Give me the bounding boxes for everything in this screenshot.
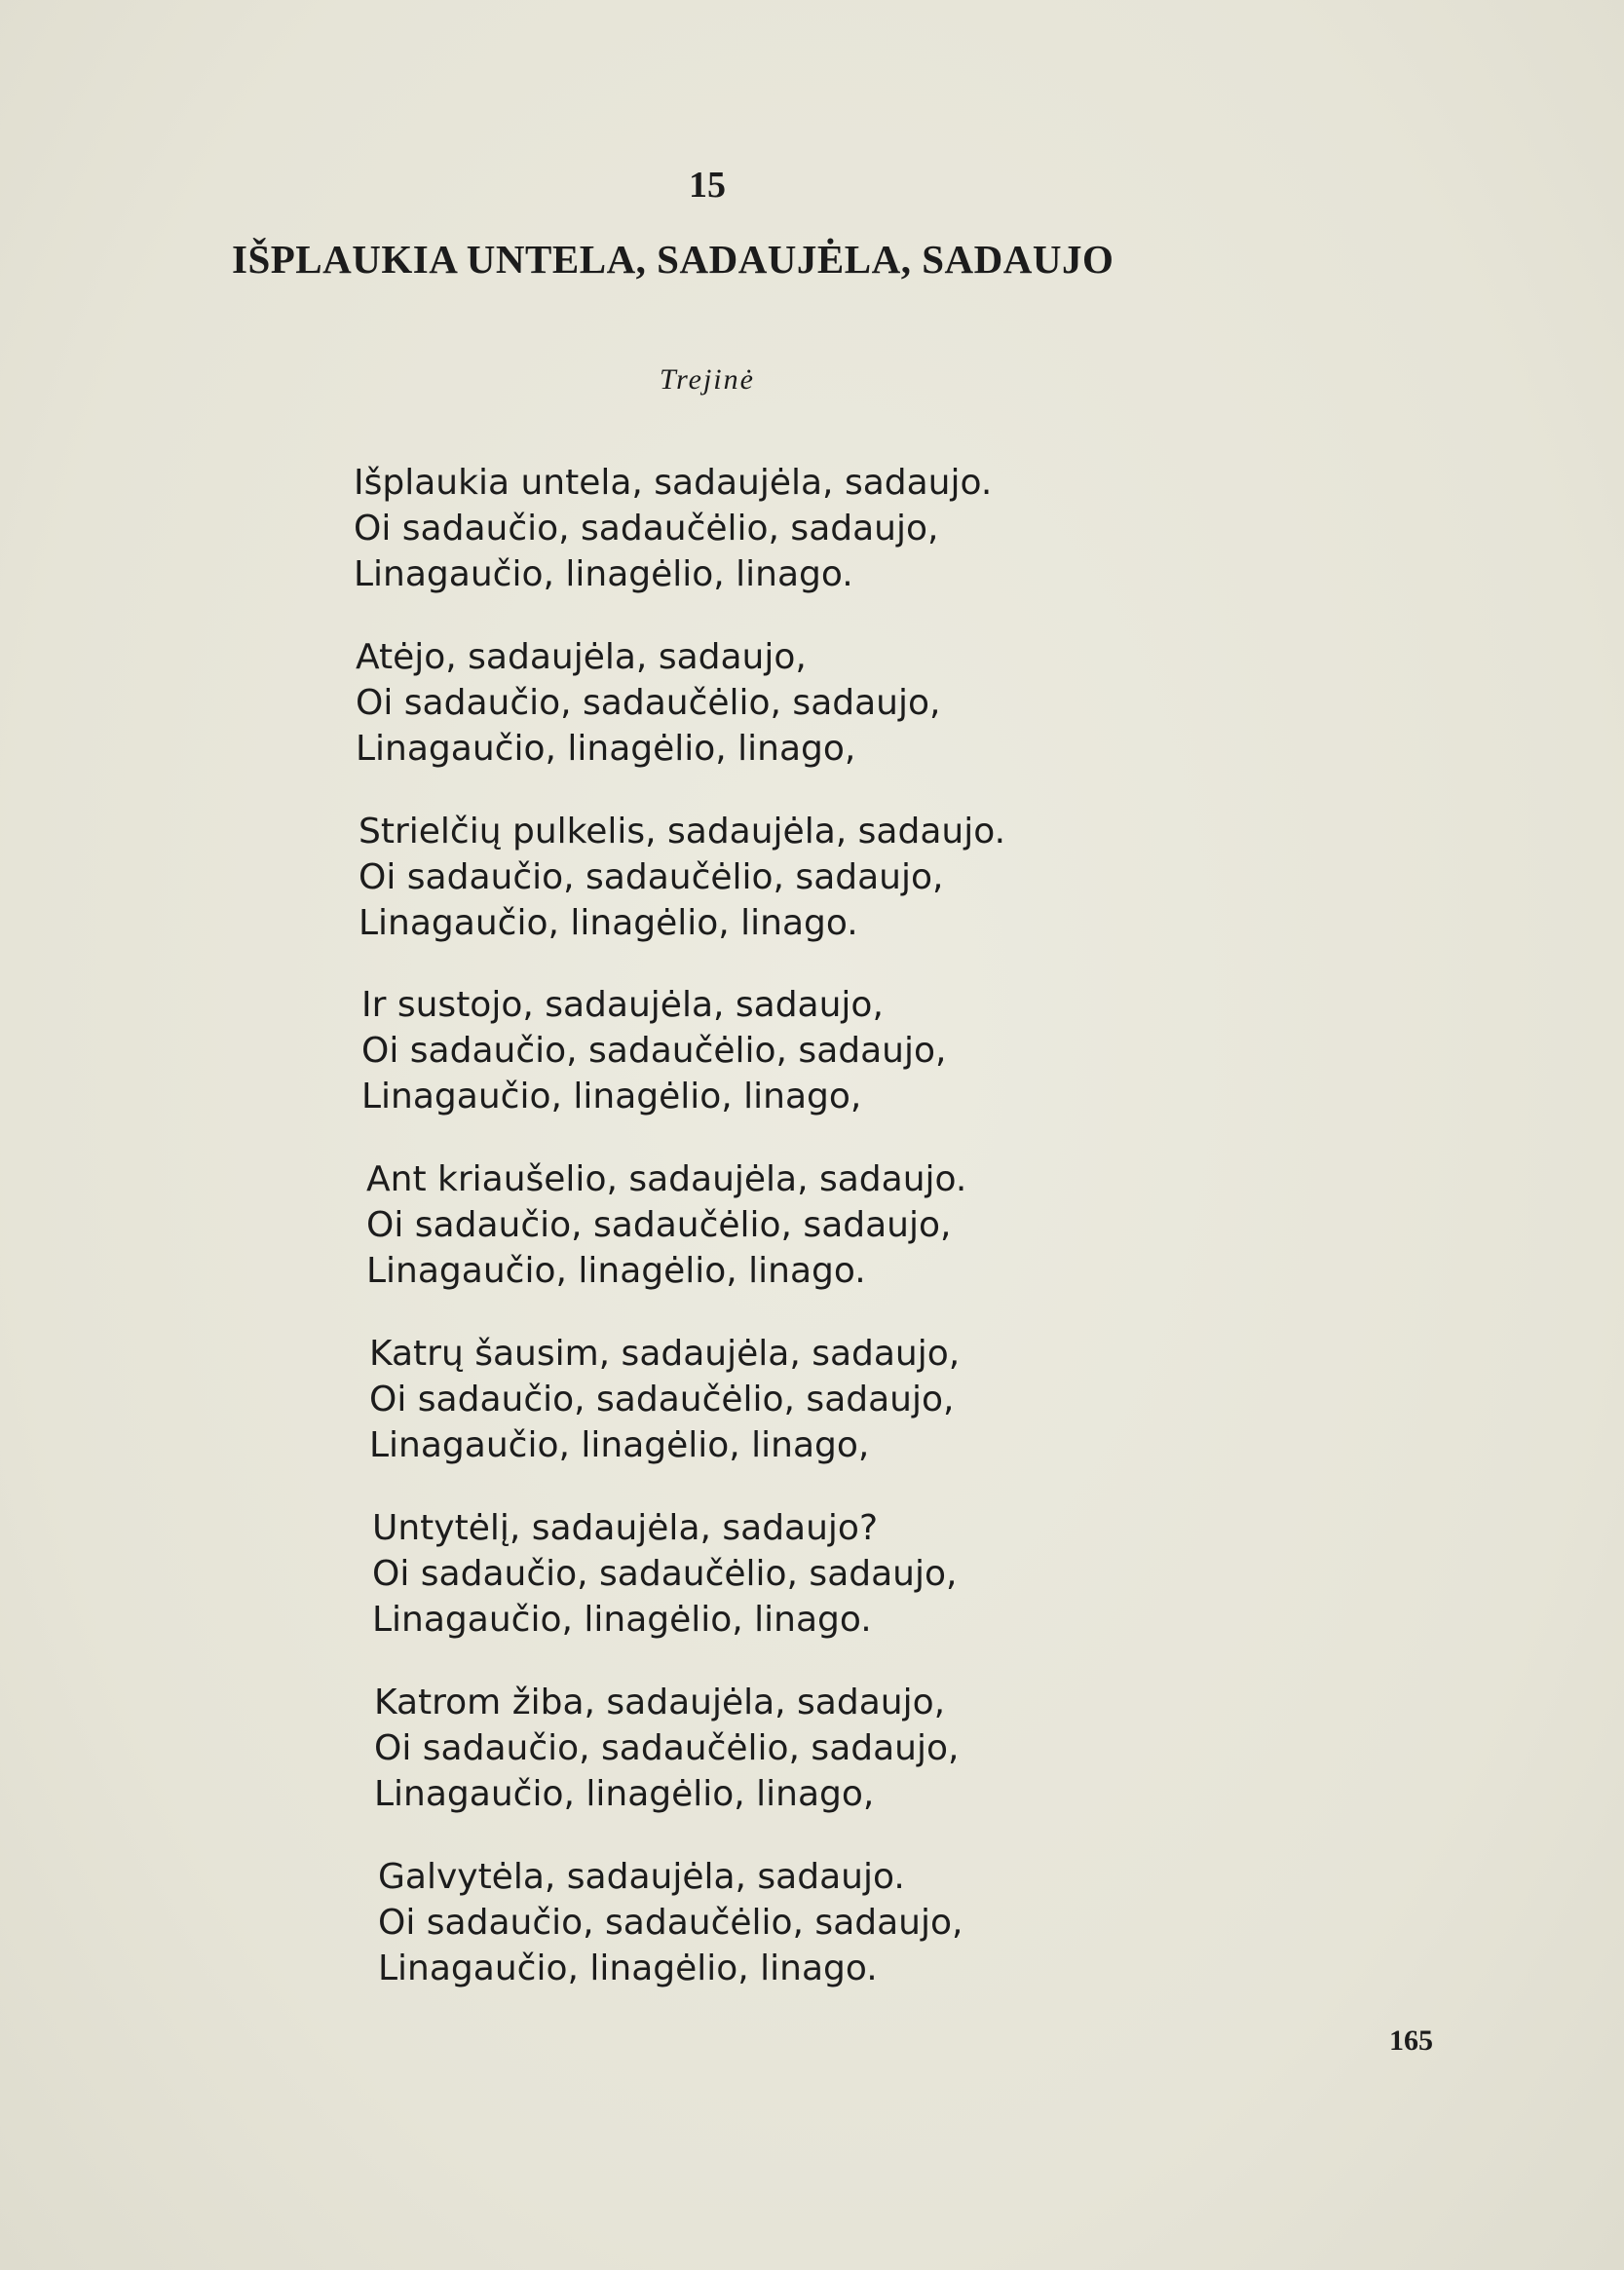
stanza-line: Oi sadaučio, sadaučėlio, sadaujo, [361, 1031, 947, 1071]
stanza-7 [372, 1505, 957, 1643]
stanza-line: Linagaučio, linagėlio, linago. [359, 903, 858, 943]
stanza-3 [359, 809, 1005, 946]
stanza-line: Linagaučio, linagėlio, linago, [374, 1774, 875, 1814]
stanza-line: Katrom žiba, sadaujėla, sadaujo, [374, 1683, 946, 1722]
stanza-8 [374, 1680, 959, 1817]
stanza-line: Galvytėla, sadaujėla, sadaujo. [378, 1857, 905, 1897]
song-number: 15 [689, 165, 726, 206]
stanza-line: Oi sadaučio, sadaučėlio, sadaujo, [378, 1903, 963, 1943]
stanza-line: Linagaučio, linagėlio, linago. [378, 1948, 878, 1988]
stanza-9 [378, 1854, 963, 1991]
song-subtitle: Trejinė [660, 363, 755, 396]
stanza-6 [369, 1331, 960, 1468]
stanza-line: Linagaučio, linagėlio, linago. [354, 554, 853, 594]
stanza-line: Išplaukia untela, sadaujėla, sadaujo. [354, 463, 993, 503]
stanza-line: Linagaučio, linagėlio, linago, [369, 1425, 870, 1465]
stanza-line: Linagaučio, linagėlio, linago, [356, 729, 856, 769]
stanza-line: Linagaučio, linagėlio, linago, [361, 1077, 862, 1116]
stanza-line: Oi sadaučio, sadaučėlio, sadaujo, [366, 1205, 952, 1245]
stanza-line: Ant kriaušelio, sadaujėla, sadaujo. [366, 1159, 967, 1199]
stanza-line: Strielčių pulkelis, sadaujėla, sadaujo. [359, 812, 1006, 851]
stanza-line: Oi sadaučio, sadaučėlio, sadaujo, [374, 1728, 960, 1768]
song-title: IŠPLAUKIA UNTELA, SADAUJĖLA, SADAUJO [232, 237, 1114, 282]
stanza-line: Oi sadaučio, sadaučėlio, sadaujo, [372, 1554, 958, 1594]
stanza-1 [354, 460, 992, 597]
stanza-line: Oi sadaučio, sadaučėlio, sadaujo, [359, 857, 944, 897]
stanza-5 [366, 1156, 966, 1294]
page-number: 165 [1389, 2024, 1433, 2057]
stanza-line: Oi sadaučio, sadaučėlio, sadaujo, [356, 683, 941, 723]
stanza-line: Oi sadaučio, sadaučėlio, sadaujo, [354, 509, 939, 549]
stanza-line: Ir sustojo, sadaujėla, sadaujo, [361, 985, 884, 1025]
stanza-line: Linagaučio, linagėlio, linago. [366, 1251, 866, 1291]
stanza-line: Katrų šausim, sadaujėla, sadaujo, [369, 1334, 961, 1374]
stanza-4 [361, 982, 946, 1119]
stanza-line: Untytėlį, sadaujėla, sadaujo? [372, 1508, 879, 1548]
stanza-2 [356, 634, 940, 772]
stanza-line: Atėjo, sadaujėla, sadaujo, [356, 637, 807, 677]
stanza-line: Linagaučio, linagėlio, linago. [372, 1600, 872, 1640]
stanza-line: Oi sadaučio, sadaučėlio, sadaujo, [369, 1380, 955, 1419]
